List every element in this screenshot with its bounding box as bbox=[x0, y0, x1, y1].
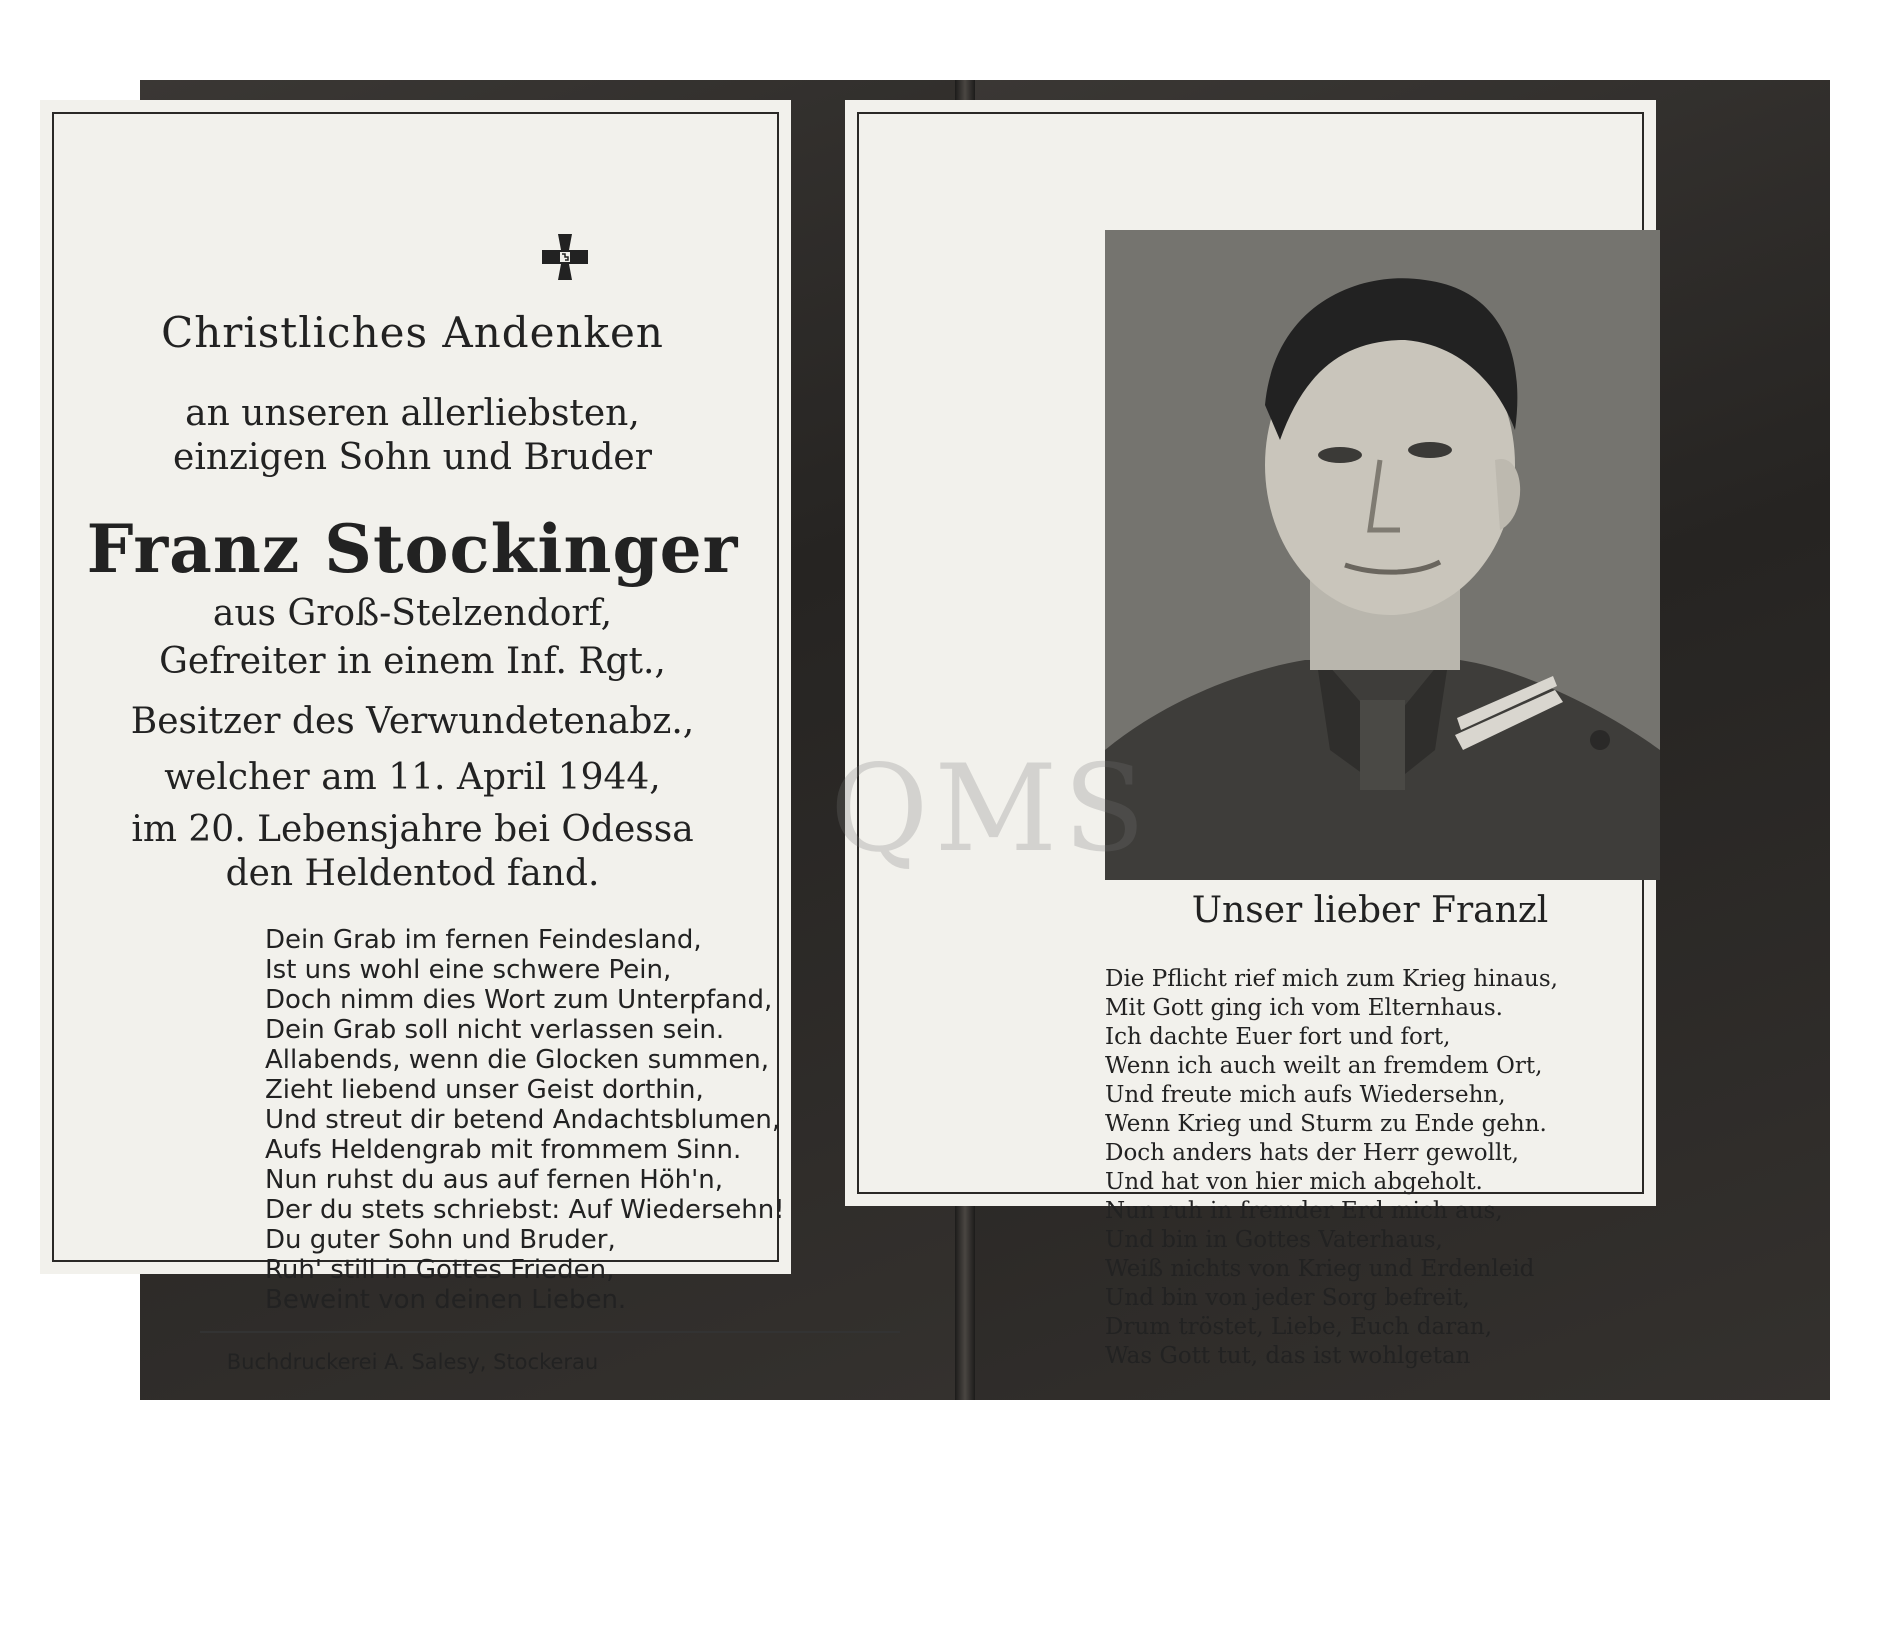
poem-line: Dein Grab soll nicht verlassen sein. bbox=[265, 1015, 725, 1045]
memorial-heading: Christliches Andenken bbox=[161, 308, 664, 357]
detail-line: den Heldentod fand. bbox=[225, 853, 600, 894]
photo-caption: Unser lieber Franzl bbox=[1191, 890, 1549, 931]
poem-line: Und streut dir betend Andachtsblumen, bbox=[265, 1105, 781, 1135]
poem-line: Weiß nichts von Krieg und Erdenleid bbox=[1105, 1256, 1535, 1282]
poem-line: Wenn ich auch weilt an fremdem Ort, bbox=[1105, 1053, 1543, 1079]
deceased-name: Franz Stockinger bbox=[86, 510, 739, 588]
detail-line: welcher am 11. April 1944, bbox=[164, 757, 661, 798]
poem-line: Der du stets schriebst: Auf Wiedersehn! bbox=[265, 1195, 785, 1225]
poem-line: Und hat von hier mich abgeholt. bbox=[1105, 1169, 1483, 1195]
right-poem bbox=[1105, 965, 1665, 1371]
soldier-portrait bbox=[1105, 230, 1660, 880]
poem-line: Ruh' still in Gottes Frieden, bbox=[265, 1255, 615, 1285]
poem-line: Was Gott tut, das ist wohlgetan bbox=[1105, 1343, 1471, 1369]
poem-line: Du guter Sohn und Bruder, bbox=[265, 1225, 616, 1255]
intro-line: einzigen Sohn und Bruder bbox=[173, 437, 652, 478]
poem-line: Zieht liebend unser Geist dorthin, bbox=[265, 1075, 704, 1105]
poem-line: Nun ruhst du aus auf fernen Höh'n, bbox=[265, 1165, 724, 1195]
portrait-illustration bbox=[1105, 230, 1660, 880]
divider-line bbox=[200, 1331, 900, 1333]
detail-line: Besitzer des Verwundetenabz., bbox=[130, 701, 695, 742]
detail-line: aus Groß-Stelzendorf, bbox=[212, 593, 613, 634]
detail-line: Gefreiter in einem Inf. Rgt., bbox=[159, 641, 666, 682]
poem-line: Dein Grab im fernen Feindesland, bbox=[265, 925, 702, 955]
poem-line: Mit Gott ging ich vom Elternhaus. bbox=[1105, 995, 1503, 1021]
detail-line: im 20. Lebensjahre bei Odessa bbox=[131, 809, 694, 850]
poem-line: Und bin von jeder Sorg befreit, bbox=[1105, 1285, 1470, 1311]
poem-line: Beweint von deinen Lieben. bbox=[265, 1285, 627, 1315]
poem-line: Aufs Heldengrab mit frommem Sinn. bbox=[265, 1135, 742, 1165]
poem-line: Die Pflicht rief mich zum Krieg hinaus, bbox=[1105, 966, 1558, 992]
poem-line: Doch nimm dies Wort zum Unterpfand, bbox=[265, 985, 773, 1015]
watermark: QMS bbox=[830, 740, 1152, 879]
poem-line: Und freute mich aufs Wiedersehn, bbox=[1105, 1082, 1506, 1108]
poem-line: Und bin in Gottes Vaterhaus, bbox=[1105, 1227, 1443, 1253]
poem-line: Doch anders hats der Herr gewollt, bbox=[1105, 1140, 1519, 1166]
printer-credit: Buchdruckerei A. Salesy, Stockerau bbox=[226, 1350, 599, 1374]
iron-cross-icon bbox=[540, 232, 590, 282]
poem-line: Ich dachte Euer fort und fort, bbox=[1105, 1024, 1451, 1050]
intro-line: an unseren allerliebsten, bbox=[185, 393, 640, 434]
left-poem bbox=[265, 925, 785, 1315]
poem-line: Allabends, wenn die Glocken summen, bbox=[265, 1045, 770, 1075]
poem-line: Nun ruh in fremder Erd mich aus, bbox=[1105, 1198, 1503, 1224]
poem-line: Wenn Krieg und Sturm zu Ende gehn. bbox=[1105, 1111, 1547, 1137]
poem-line: Drum tröstet, Liebe, Euch daran, bbox=[1105, 1314, 1493, 1340]
poem-line: Ist uns wohl eine schwere Pein, bbox=[265, 955, 672, 985]
